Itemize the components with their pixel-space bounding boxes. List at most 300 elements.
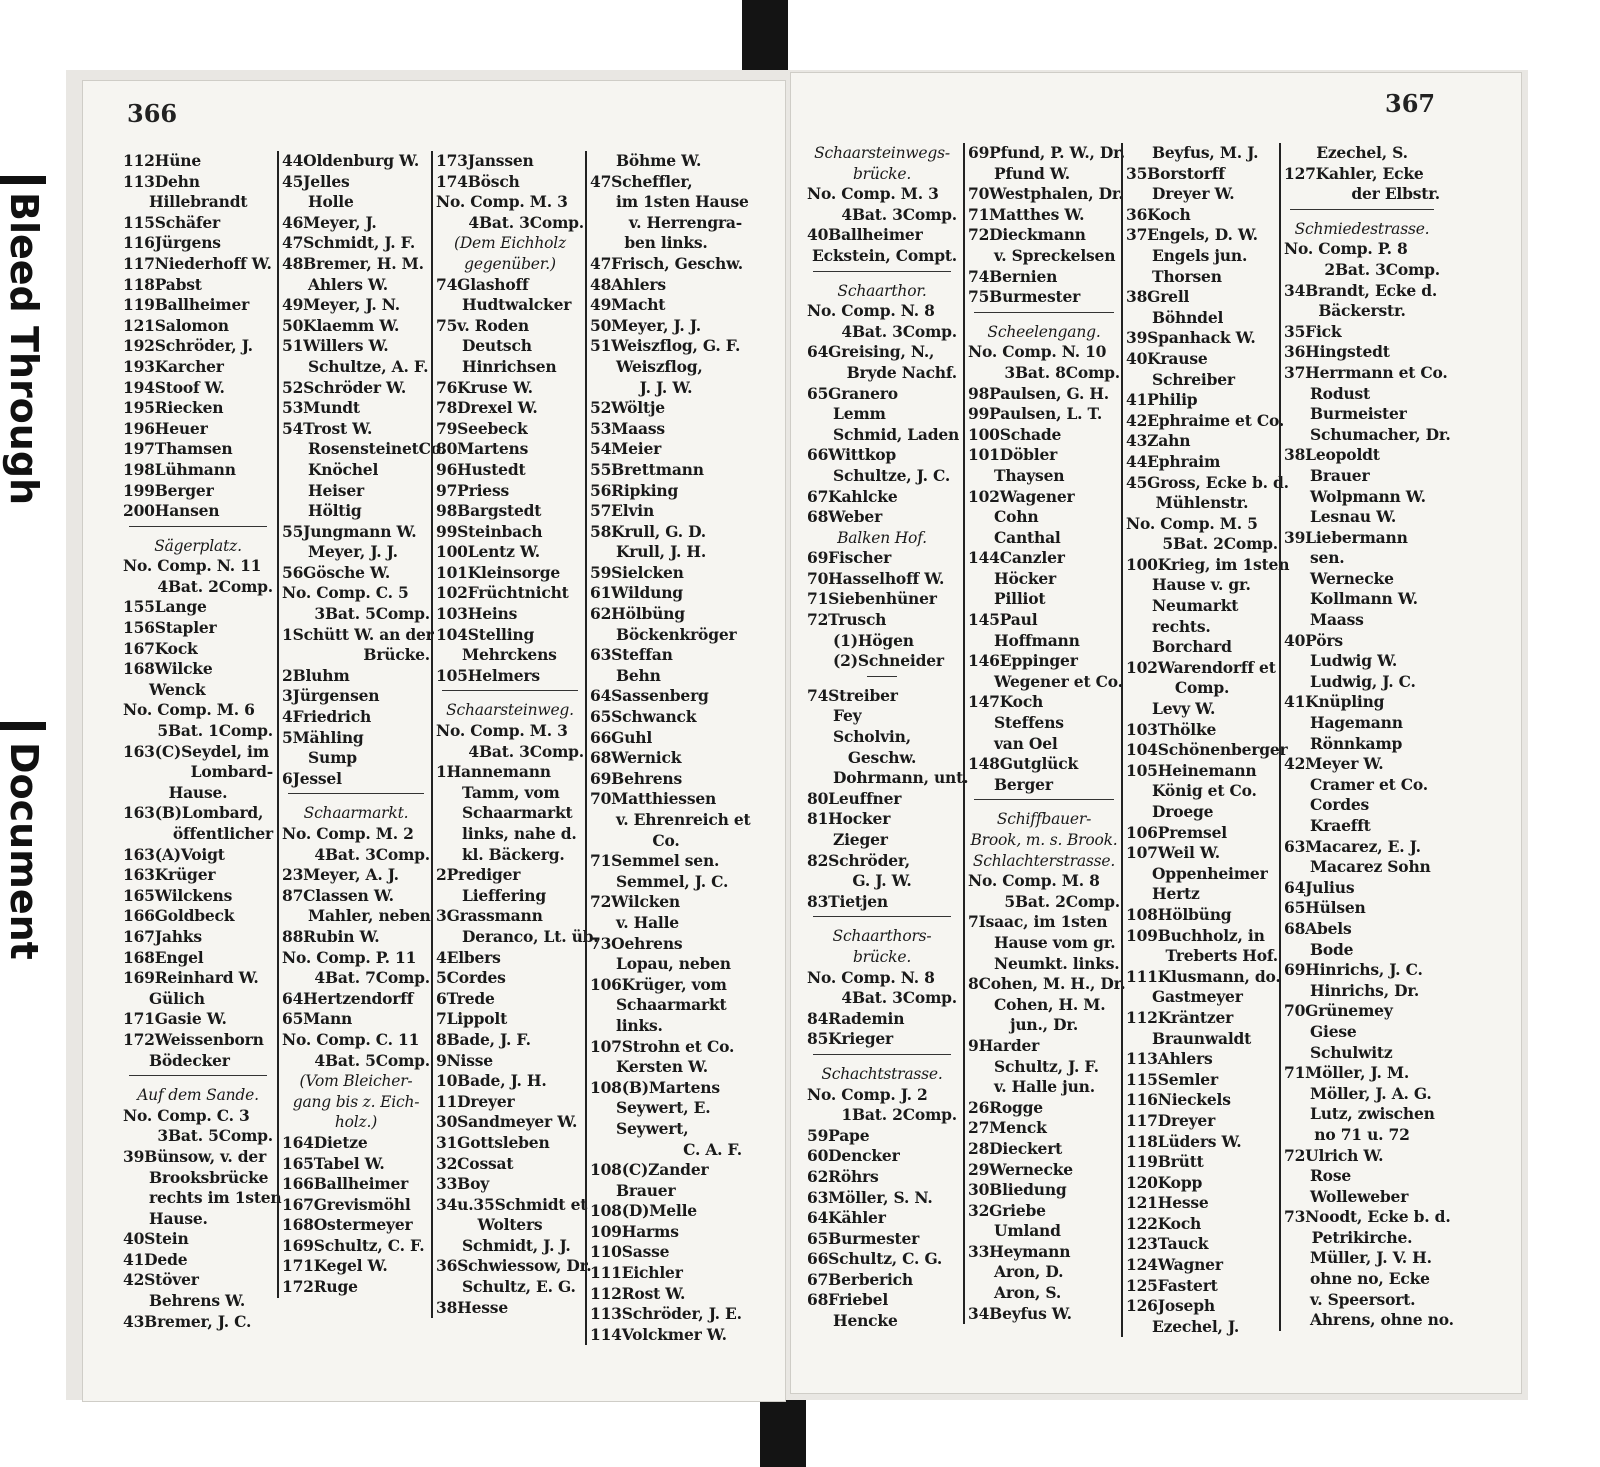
directory-line: 69Pfund, P. W., Dr. xyxy=(968,143,1125,162)
right-page xyxy=(790,72,1522,1394)
directory-line: 66Guhl xyxy=(590,727,653,747)
directory-line: 46Meyer, J. xyxy=(282,212,377,232)
directory-line: Thaysen xyxy=(994,465,1065,485)
directory-line: 97Priess xyxy=(436,480,509,500)
directory-line: rechts. xyxy=(1152,616,1211,636)
directory-line: Behn xyxy=(616,665,661,685)
directory-line: Sump xyxy=(308,748,357,768)
directory-line: 48Bremer, H. M. xyxy=(282,253,424,273)
directory-line: 101Kleinsorge xyxy=(436,562,561,582)
street-heading: gang bis z. Eich- xyxy=(292,1092,420,1111)
directory-line: 40Krause xyxy=(1126,348,1208,368)
directory-line: 121Salomon xyxy=(123,315,229,335)
directory-line: No. Comp. M. 3 xyxy=(436,721,568,741)
street-heading: Schmiedestrasse. xyxy=(1294,219,1430,238)
directory-line: 52Schröder W. xyxy=(282,377,407,397)
directory-line: 112Rost W. xyxy=(590,1283,686,1303)
directory-line: 122Koch xyxy=(1126,1213,1202,1233)
directory-line: 145Paul xyxy=(968,610,1038,630)
street-heading: gegenüber.) xyxy=(464,254,556,273)
directory-line: 5Bat. 1Comp. xyxy=(157,721,273,741)
directory-line: 45Jelles xyxy=(282,171,350,191)
directory-line: Pilliot xyxy=(994,589,1046,609)
directory-line: 47Schmidt, J. F. xyxy=(282,233,416,253)
directory-line: 148Gutglück xyxy=(968,754,1078,774)
directory-line: Höltig xyxy=(308,501,362,521)
column-1 xyxy=(123,151,282,1332)
directory-line: 106Premsel xyxy=(1126,822,1227,842)
section-divider xyxy=(123,1075,273,1085)
directory-line: Geschw. xyxy=(847,747,917,767)
section-divider xyxy=(968,312,1120,322)
directory-line: 38Hesse xyxy=(436,1297,508,1317)
street-heading: brücke. xyxy=(852,947,912,966)
directory-line: links. xyxy=(616,1015,663,1035)
directory-line: Meyer, J. J. xyxy=(308,542,398,562)
document-label-text: Document xyxy=(2,742,46,960)
directory-line: No. Comp. J. 2 xyxy=(807,1084,928,1104)
directory-line: 197Thamsen xyxy=(123,439,233,459)
directory-line: Weiszflog, xyxy=(616,356,703,376)
directory-line: 109Buchholz, in xyxy=(1126,925,1265,945)
directory-line: Wenck xyxy=(149,679,206,699)
directory-line: Zieger xyxy=(833,830,888,849)
directory-line: 72Trusch xyxy=(807,610,887,630)
street-heading: Schlachterstrasse. xyxy=(972,851,1116,870)
directory-line: van Oel xyxy=(994,733,1058,753)
directory-line: 172Ruge xyxy=(282,1277,358,1297)
directory-line: No. Comp. P. 11 xyxy=(282,947,417,967)
directory-line: Hause. xyxy=(168,782,228,802)
directory-line: Umland xyxy=(994,1221,1061,1241)
directory-line: Aron, S. xyxy=(994,1283,1062,1303)
directory-line: Schultze, J. C. xyxy=(833,465,951,485)
directory-line: 71Möller, J. M. xyxy=(1284,1063,1410,1083)
directory-line: Hause v. gr. xyxy=(1152,575,1251,595)
column-6 xyxy=(963,143,1126,1324)
column-2 xyxy=(277,151,446,1298)
directory-line: 174Bösch xyxy=(436,171,520,191)
directory-line: Canthal xyxy=(994,527,1061,547)
directory-line: Giese xyxy=(1310,1021,1357,1041)
directory-line: 55Jungmann W. xyxy=(282,521,417,541)
directory-line: 200Hansen xyxy=(123,501,220,521)
directory-line: Steffens xyxy=(994,713,1064,733)
directory-line: 30Sandmeyer W. xyxy=(436,1112,578,1132)
directory-line: 68Weber xyxy=(807,507,883,527)
directory-line: Eckstein, Compt. xyxy=(812,245,957,265)
directory-line: Behrens W. xyxy=(149,1291,246,1311)
section-divider xyxy=(1284,209,1440,219)
directory-line: No. Comp. N. 8 xyxy=(807,967,935,987)
directory-line: 43Zahn xyxy=(1126,431,1191,451)
directory-line: 57Elvin xyxy=(590,501,655,521)
directory-line: 70Westphalen, Dr. xyxy=(968,184,1124,204)
directory-line: 78Drexel W. xyxy=(436,398,538,418)
directory-line: 4Bat. 3Comp. xyxy=(841,988,957,1008)
directory-line: 64Kähler xyxy=(807,1208,886,1228)
directory-line: 5Bat. 2Comp. xyxy=(1162,534,1278,554)
directory-line: 65Schwanck xyxy=(590,707,697,727)
directory-line: 55Brettmann xyxy=(590,459,704,479)
directory-line: 27Menck xyxy=(968,1118,1047,1138)
directory-line: Droege xyxy=(1152,802,1214,821)
document-label xyxy=(0,740,48,1340)
directory-line: 99Steinbach xyxy=(436,521,543,541)
directory-line: kl. Bäckerg. xyxy=(462,844,565,864)
directory-line: 4Bat. 3Comp. xyxy=(841,321,957,341)
directory-line: 127Kahler, Ecke xyxy=(1284,163,1424,183)
directory-line: 73Noodt, Ecke b. d. xyxy=(1284,1207,1451,1227)
directory-line: 169Reinhard W. xyxy=(123,968,259,988)
directory-line: 7Lippolt xyxy=(436,1009,508,1029)
directory-line: v. Halle xyxy=(616,912,679,932)
directory-line: 26Rogge xyxy=(968,1097,1043,1117)
directory-line: 168Engel xyxy=(123,947,204,967)
directory-line: Fey xyxy=(833,706,862,726)
directory-line: 110Sasse xyxy=(590,1242,670,1262)
directory-line: J. J. W. xyxy=(639,377,693,397)
directory-line: Mehrckens xyxy=(462,645,557,665)
directory-line: 166Goldbeck xyxy=(123,906,235,926)
directory-line: No. Comp. N. 10 xyxy=(968,342,1107,362)
directory-line: Rönnkamp xyxy=(1310,733,1403,753)
street-heading: Scheelengang. xyxy=(987,322,1101,341)
directory-line: 168Wilcke xyxy=(123,659,213,679)
directory-line: 1Schütt W. an der xyxy=(282,624,434,644)
directory-line: 167Grevismöhl xyxy=(282,1194,411,1214)
directory-line: 88Rubin W. xyxy=(282,926,380,946)
directory-line: 51Willers W. xyxy=(282,336,389,356)
directory-line: Ahrens, ohne no. xyxy=(1310,1310,1454,1330)
directory-line: No. Comp. M. 5 xyxy=(1126,513,1258,533)
directory-line: 4Bat. 3Comp. xyxy=(468,212,584,232)
directory-line: 28Dieckert xyxy=(968,1138,1063,1158)
directory-line: 116Nieckels xyxy=(1126,1090,1231,1110)
directory-line: 165Wilckens xyxy=(123,885,233,905)
directory-line: 71Siebenhüner xyxy=(807,589,937,609)
directory-line: 163(B)Lombard, xyxy=(123,803,264,823)
directory-line: 163(C)Seydel, im xyxy=(123,741,269,761)
directory-line: 65Granero xyxy=(807,383,898,403)
street-heading: Auf dem Sande. xyxy=(137,1086,259,1105)
directory-line: Knöchel xyxy=(308,459,379,479)
directory-line: 115Semler xyxy=(1126,1069,1218,1089)
directory-line: 167Kock xyxy=(123,638,198,658)
directory-line: 124Wagner xyxy=(1126,1255,1223,1275)
directory-line: Hoffmann xyxy=(994,630,1080,650)
directory-line: 40Stein xyxy=(123,1229,189,1249)
directory-line: 39Bünsow, v. der xyxy=(123,1146,267,1166)
directory-line: Schultz, J. F. xyxy=(994,1056,1099,1076)
directory-line: 112Kräntzer xyxy=(1126,1007,1234,1027)
directory-line: 119Ballheimer xyxy=(123,295,250,315)
directory-line: 42Stöver xyxy=(123,1270,199,1290)
directory-line: Brauer xyxy=(616,1180,676,1200)
directory-line: 76Kruse W. xyxy=(436,377,533,397)
section-divider xyxy=(807,271,957,281)
street-heading: Schaarthors- xyxy=(832,927,932,946)
directory-line: 3Bat. 8Comp. xyxy=(1004,362,1120,382)
bleed-through-text: Bleed Through xyxy=(2,192,46,506)
directory-line: 44Oldenburg W. xyxy=(282,151,420,170)
directory-line: 65Hülsen xyxy=(1284,898,1366,918)
directory-line: Seywert, E. xyxy=(616,1098,711,1118)
directory-line: 103Heins xyxy=(436,604,518,624)
directory-line: 111Klusmann, do. xyxy=(1126,966,1281,986)
directory-line: Gülich xyxy=(149,988,205,1008)
directory-line: 119Brütt xyxy=(1126,1152,1204,1172)
directory-line: 64Julius xyxy=(1284,877,1355,897)
directory-line: 116Jürgens xyxy=(123,233,221,253)
directory-line: 75Burmester xyxy=(968,287,1081,307)
directory-line: 114Volckmer W. xyxy=(590,1324,727,1344)
directory-line: Pfund W. xyxy=(994,163,1070,183)
directory-line: Lieffering xyxy=(462,885,547,905)
directory-line: Dohrmann, unt. xyxy=(833,768,969,788)
directory-line: 99Paulsen, L. T. xyxy=(968,404,1103,424)
directory-line: 60Dencker xyxy=(807,1146,900,1166)
directory-line: Höcker xyxy=(994,568,1056,588)
directory-line: Cordes xyxy=(1310,795,1370,815)
directory-line: Burmeister xyxy=(1310,404,1407,424)
directory-line: 111Eichler xyxy=(590,1263,683,1283)
directory-line: Levy W. xyxy=(1152,699,1216,719)
directory-line: 166Ballheimer xyxy=(282,1174,409,1194)
directory-line: 75v. Roden xyxy=(436,315,529,335)
directory-line: 44Ephraim xyxy=(1126,451,1221,471)
directory-line: 80Leuffner xyxy=(807,788,902,808)
directory-line: 59Pape xyxy=(807,1125,870,1145)
directory-line: 96Hustedt xyxy=(436,459,526,479)
directory-line: 81Hocker xyxy=(807,809,891,829)
directory-line: Cohn xyxy=(994,507,1039,527)
directory-line: 104Stelling xyxy=(436,624,535,644)
column-7 xyxy=(1121,143,1290,1337)
directory-line: 125Fastert xyxy=(1126,1275,1218,1295)
directory-line: 118Lüders W. xyxy=(1126,1131,1242,1151)
directory-line: 9Harder xyxy=(968,1035,1040,1055)
directory-line: 41Philip xyxy=(1126,390,1198,410)
directory-line: Deranco, Lt. üb. xyxy=(462,926,599,946)
directory-line: No. Comp. N. 11 xyxy=(123,556,262,576)
street-heading: holz.) xyxy=(334,1113,378,1132)
directory-line: 38Leopoldt xyxy=(1284,445,1380,465)
directory-line: 47Frisch, Geschw. xyxy=(590,253,743,273)
directory-line: Mühlenstr. xyxy=(1155,493,1249,513)
directory-line: 41Knüpling xyxy=(1284,692,1385,712)
directory-line: 147Koch xyxy=(968,692,1044,712)
directory-line: 63Macarez, E. J. xyxy=(1284,836,1421,856)
directory-line: 67Kahlcke xyxy=(807,486,898,506)
directory-line: 4Bat. 2Comp. xyxy=(157,576,273,596)
street-heading: (Vom Bleicher- xyxy=(299,1072,413,1091)
directory-line: Schmid, Laden xyxy=(833,424,960,444)
street-heading: Schachtstrasse. xyxy=(821,1064,943,1083)
directory-line: Kraefft xyxy=(1310,816,1371,835)
directory-line: öffentlicher xyxy=(172,824,273,843)
directory-line: Holle xyxy=(308,192,354,212)
directory-line: Ludwig, J. C. xyxy=(1310,671,1416,691)
directory-line: 23Meyer, A. J. xyxy=(282,865,399,885)
directory-line: (2)Schneider xyxy=(833,651,944,671)
directory-line: 108(D)Melle xyxy=(590,1201,697,1221)
bleed-through-label xyxy=(0,180,48,720)
directory-line: 117Niederhoff W. xyxy=(123,253,272,273)
directory-line: Wolpmann W. xyxy=(1310,486,1426,506)
directory-line: 104Schönenberger xyxy=(1126,740,1288,760)
directory-line: König et Co. xyxy=(1152,781,1257,801)
directory-line: C. A. F. xyxy=(683,1139,742,1159)
directory-line: 47Scheffler, xyxy=(590,171,693,191)
directory-line: 48Ahlers xyxy=(590,274,666,294)
street-heading: Balken Hof. xyxy=(837,528,927,547)
directory-line: 194Stoof W. xyxy=(123,377,225,397)
directory-line: v. Spreckelsen xyxy=(994,245,1116,265)
directory-line: v. Ehrenreich et xyxy=(616,810,751,829)
directory-line: 70Matthiessen xyxy=(590,789,717,809)
directory-line: 52Wöltje xyxy=(590,398,665,418)
directory-line: 42Ephraime et Co. xyxy=(1126,410,1285,430)
directory-line: jun., Dr. xyxy=(1009,1015,1079,1035)
directory-line: Wolters xyxy=(477,1215,543,1235)
directory-line: 87Classen W. xyxy=(282,885,394,905)
directory-line: v. Speersort. xyxy=(1310,1289,1416,1309)
directory-line: 173Janssen xyxy=(436,151,534,170)
directory-line: Ludwig W. xyxy=(1310,651,1398,671)
directory-line: Scholvin, xyxy=(833,727,911,747)
directory-line: Lesnau W. xyxy=(1310,507,1397,527)
street-heading: brücke. xyxy=(852,164,912,183)
street-heading: Brook, m. s. Brook. xyxy=(970,831,1118,849)
directory-line: 67Berberich xyxy=(807,1269,913,1289)
directory-line: Neumarkt xyxy=(1152,596,1239,616)
directory-line: 43Bremer, J. C. xyxy=(123,1311,252,1331)
directory-line: Engels jun. xyxy=(1152,245,1248,265)
directory-line: 169Schultz, C. F. xyxy=(282,1235,425,1255)
directory-line: 62Röhrs xyxy=(807,1166,879,1186)
directory-line: Semmel, J. C. xyxy=(616,871,729,891)
directory-line: Schaarmarkt xyxy=(616,995,727,1015)
directory-line: Wernecke xyxy=(1310,568,1394,588)
directory-line: No. Comp. M. 3 xyxy=(807,184,939,204)
directory-line: 69Behrens xyxy=(590,768,683,788)
directory-line: 64Sassenberg xyxy=(590,686,709,706)
directory-line: 35Borstorff xyxy=(1126,163,1225,183)
directory-line: No. Comp. M. 3 xyxy=(436,192,568,212)
directory-line: 171Gasie W. xyxy=(123,1009,227,1029)
directory-line: 39Spanhack W. xyxy=(1126,328,1256,348)
directory-line: ben links. xyxy=(624,233,708,253)
directory-line: Neumkt. links. xyxy=(994,953,1120,973)
directory-line: 83Tietjen xyxy=(807,891,888,911)
column-4 xyxy=(585,151,751,1345)
street-heading: Schaarsteinweg. xyxy=(446,701,574,720)
directory-line: 1Bat. 2Comp. xyxy=(841,1105,957,1125)
directory-line: 198Lühmann xyxy=(123,459,236,479)
directory-line: Bödecker xyxy=(149,1050,230,1070)
directory-line: 74Streiber xyxy=(807,685,898,705)
directory-line: Macarez Sohn xyxy=(1310,857,1431,877)
directory-line: 41Dede xyxy=(123,1249,188,1269)
directory-line: 107Weil W. xyxy=(1126,843,1220,863)
directory-line: 193Karcher xyxy=(123,356,224,376)
directory-line: Oppenheimer xyxy=(1152,863,1268,883)
directory-line: 196Heuer xyxy=(123,418,208,438)
directory-line: 85Krieger xyxy=(807,1029,894,1049)
directory-line: 71Matthes W. xyxy=(968,204,1085,224)
directory-line: Braunwaldt xyxy=(1152,1028,1252,1048)
directory-line: No. Comp. C. 11 xyxy=(282,1029,420,1049)
directory-line: 64Hertzendorff xyxy=(282,988,414,1008)
directory-line: Hencke xyxy=(833,1311,898,1331)
directory-line: 113Dehn xyxy=(123,171,200,191)
directory-line: 5Bat. 2Comp. xyxy=(1004,891,1120,911)
directory-line: 100Schade xyxy=(968,424,1062,444)
directory-line: 32Griebe xyxy=(968,1200,1046,1220)
directory-line: 70Hasselhoff W. xyxy=(807,568,945,588)
directory-line: Comp. xyxy=(1174,678,1230,698)
directory-line: 108(C)Zander xyxy=(590,1160,709,1180)
directory-line: 105Heinemann xyxy=(1126,760,1257,780)
directory-line: 117Dreyer xyxy=(1126,1110,1216,1130)
directory-line: 9Nisse xyxy=(436,1050,493,1070)
directory-line: 50Meyer, J. J. xyxy=(590,315,701,335)
directory-line: Maass xyxy=(1310,610,1364,630)
directory-line: Hause. xyxy=(149,1208,208,1228)
directory-line: 68Wernick xyxy=(590,748,682,768)
directory-line: 64Greising, N., xyxy=(807,342,935,362)
directory-line: Lemm xyxy=(833,404,886,424)
directory-line: Ezechel, S. xyxy=(1316,143,1408,162)
section-divider xyxy=(807,1054,957,1064)
directory-line: 11Dreyer xyxy=(436,1091,515,1111)
directory-line: Rodust xyxy=(1310,383,1371,403)
directory-line: 33Boy xyxy=(436,1174,490,1194)
directory-line: 54Trost W. xyxy=(282,418,373,438)
directory-line: Gastmeyer xyxy=(1152,987,1243,1007)
directory-line: Mahler, neben xyxy=(308,906,431,926)
directory-line: 68Abels xyxy=(1284,918,1352,938)
directory-line: 192Schröder, J. xyxy=(123,336,253,356)
directory-line: Treberts Hof. xyxy=(1165,946,1278,966)
directory-line: 32Cossat xyxy=(436,1153,514,1173)
directory-line: Schulwitz xyxy=(1310,1042,1393,1062)
directory-line: Borchard xyxy=(1152,637,1232,657)
directory-line: 82Schröder, xyxy=(807,850,910,870)
directory-line: no 71 u. 72 xyxy=(1314,1124,1410,1144)
directory-line: 121Hesse xyxy=(1126,1193,1209,1213)
directory-line: links, nahe d. xyxy=(462,824,577,843)
directory-line: 66Wittkop xyxy=(807,445,897,465)
directory-line: Bryde Nachf. xyxy=(846,362,957,382)
directory-line: 71Semmel sen. xyxy=(590,851,720,871)
directory-line: 195Riecken xyxy=(123,398,224,418)
directory-line: Rose xyxy=(1310,1166,1352,1186)
column-8 xyxy=(1279,143,1454,1331)
directory-line: 61Wildung xyxy=(590,583,683,603)
directory-line: Beyfus, M. J. xyxy=(1152,143,1259,162)
directory-line: 146Eppinger xyxy=(968,651,1078,671)
directory-line: 167Jahks xyxy=(123,926,202,946)
directory-line: Hinrichsen xyxy=(462,356,557,376)
directory-line: Hertz xyxy=(1152,884,1200,904)
directory-line: 108(B)Martens xyxy=(590,1077,720,1097)
directory-line: Bode xyxy=(1310,939,1354,959)
directory-line: Schultze, A. F. xyxy=(308,356,429,376)
directory-line: 72Wilcken xyxy=(590,892,680,912)
column-5 xyxy=(807,143,969,1332)
